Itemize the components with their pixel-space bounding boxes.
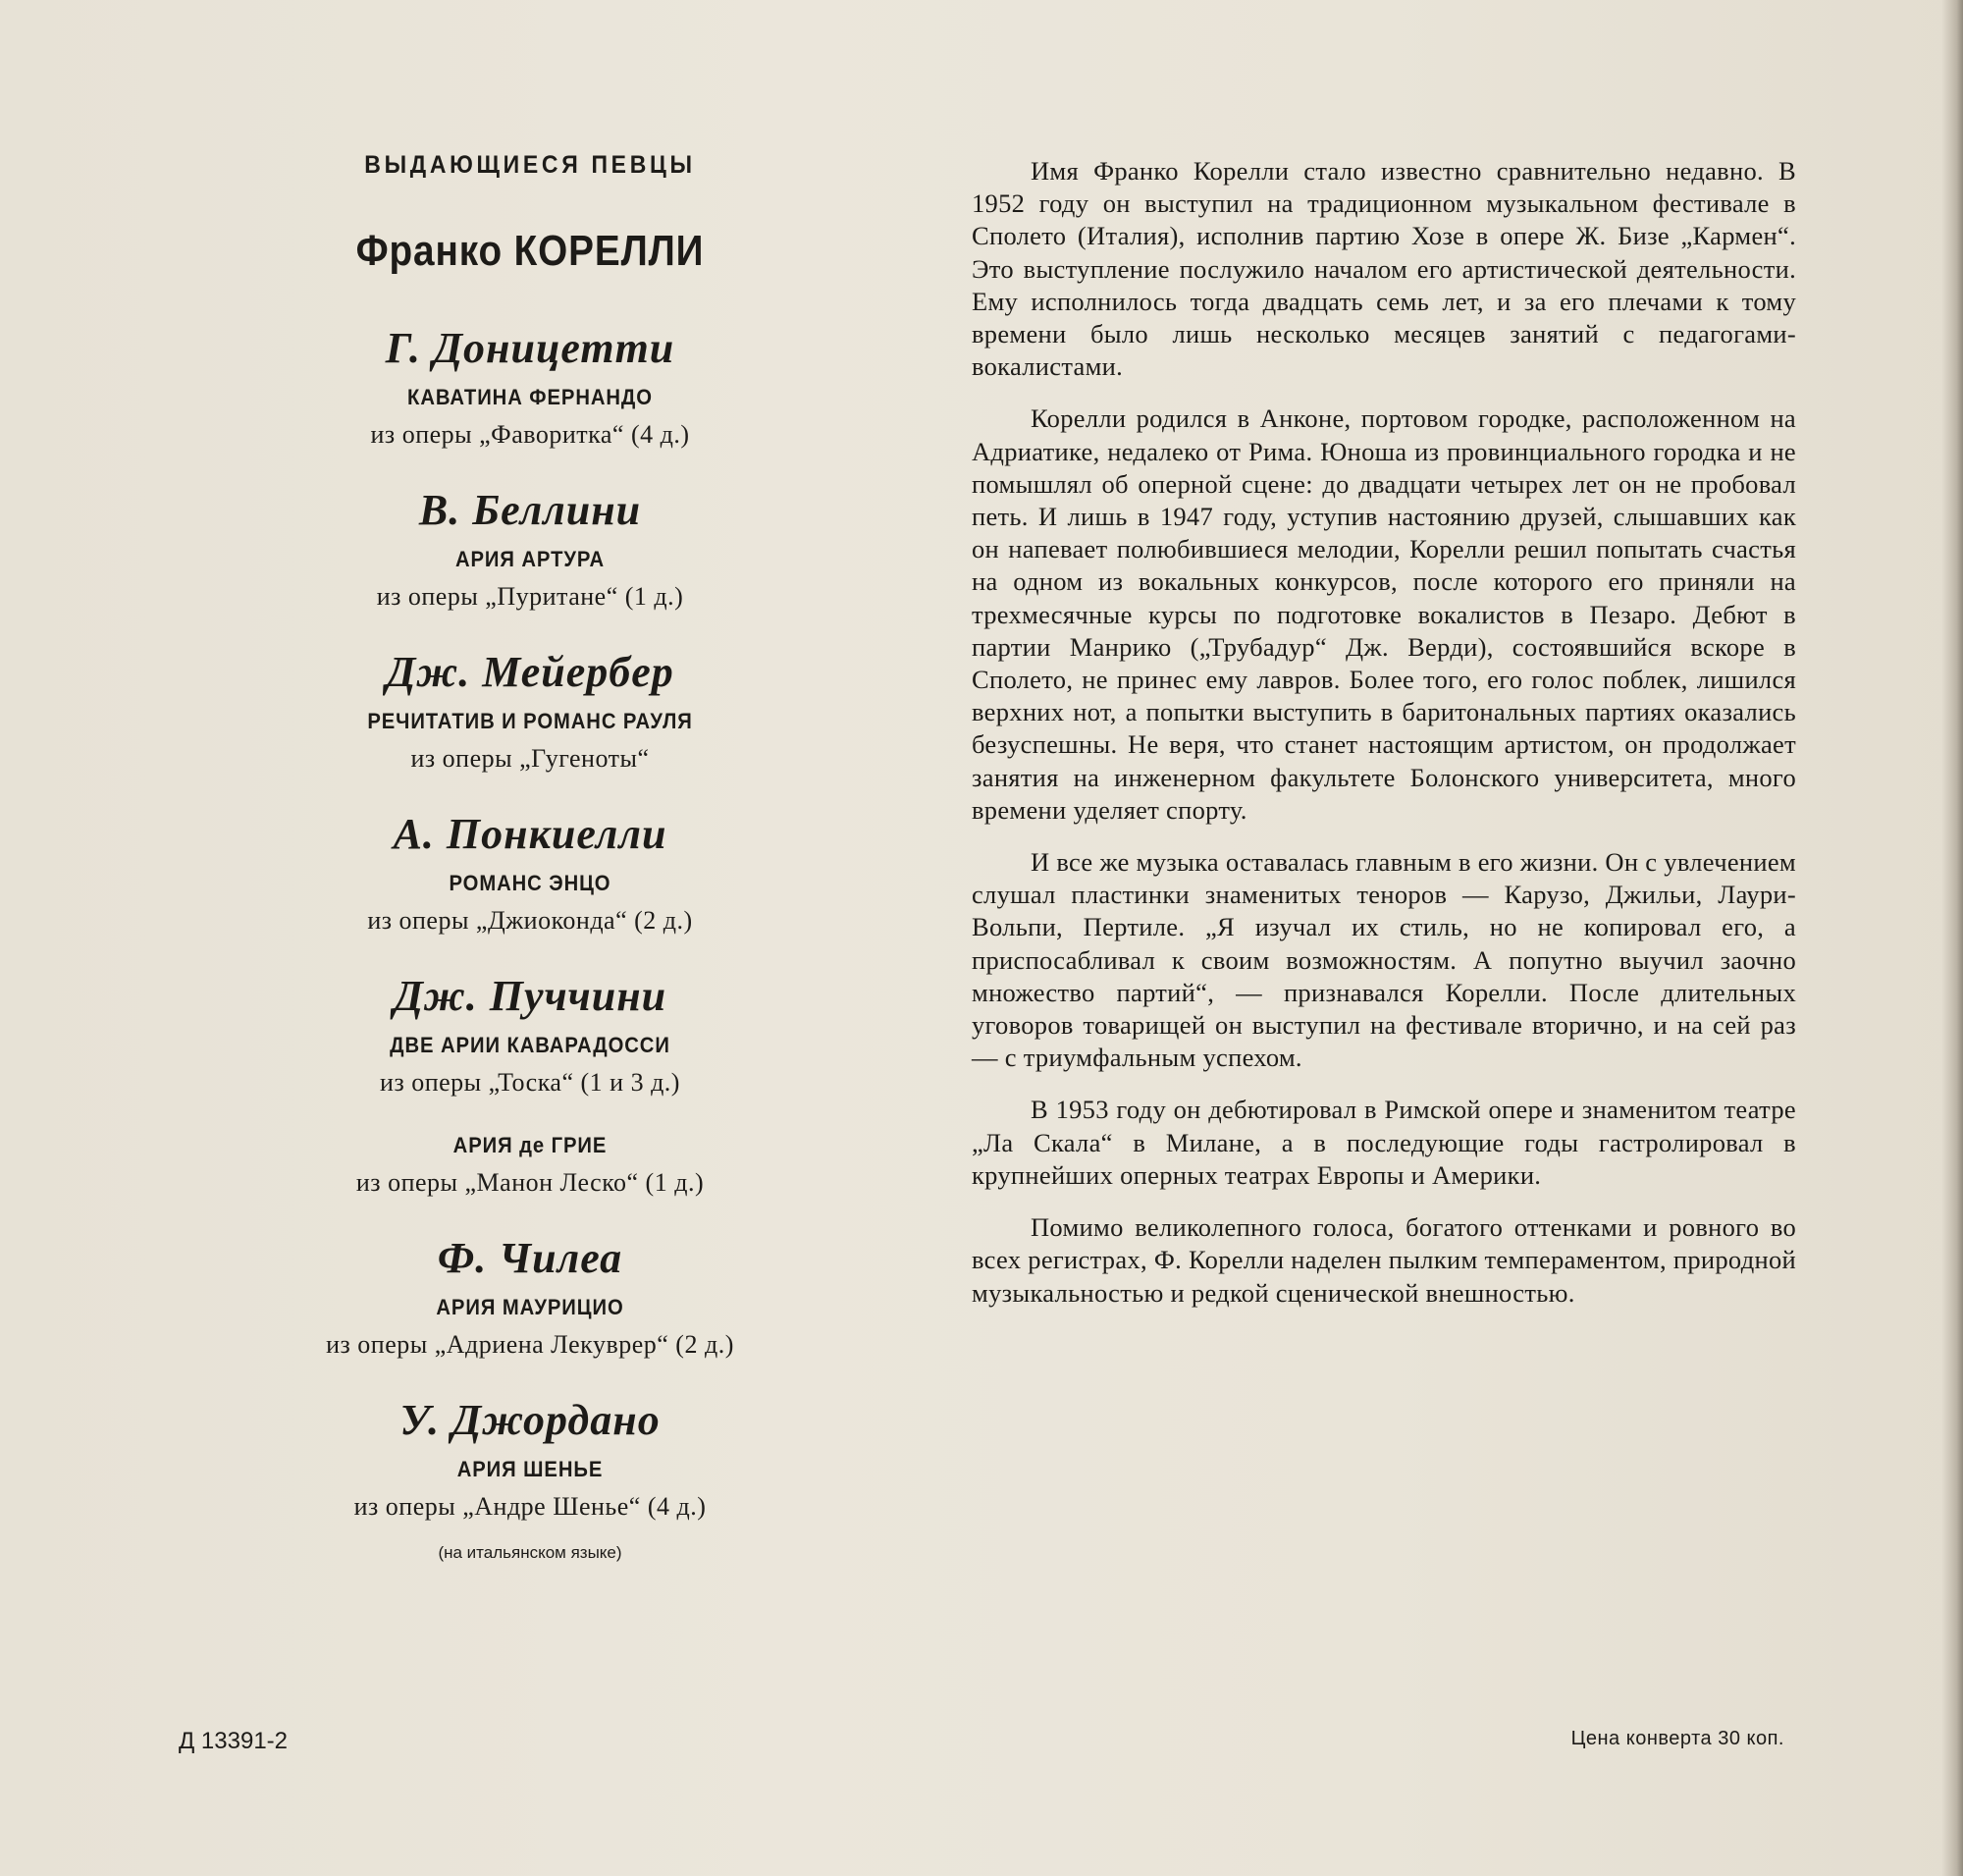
composer-name: Ф. Чилеа [437, 1234, 623, 1282]
catalog-number: Д 13391-2 [179, 1728, 288, 1754]
track-block [236, 485, 824, 612]
track-block [236, 809, 824, 936]
opera-source: из оперы „Адриена Лекуврер“ (2 д.) [326, 1330, 734, 1359]
opera-source: из оперы „Гугеноты“ [410, 744, 650, 773]
opera-source: из оперы „Андре Шенье“ (4 д.) [353, 1492, 707, 1521]
sub-track [236, 1133, 824, 1198]
track-block [236, 1395, 824, 1522]
composer-name: А. Понкиелли [393, 810, 667, 858]
aria-title: АРИЯ ШЕНЬЕ [456, 1457, 604, 1481]
track-block [236, 323, 824, 450]
aria-title: КАВАТИНА ФЕРНАНДО [407, 385, 653, 409]
aria-title: АРИЯ де ГРИЕ [452, 1133, 608, 1157]
aria-title: АРИЯ МАУРИЦИО [436, 1295, 624, 1319]
opera-source: из оперы „Джиоконда“ (2 д.) [367, 906, 693, 935]
biography-paragraph: Имя Франко Корелли стало известно сравнительно недавно. В 1952 году он выступил на традиционном музыкальном фестивале в Сполето (Италия), исполнив партию Хозе в опере Ж. Бизе „Кармен“. Это выступление послужило началом его артистической деятельности. Ему исполнилось тогда двадцать семь лет, и за его плечами к тому времени было лишь несколько месяцев занятий с педагогами-вокалистами. [972, 156, 1796, 382]
opera-source: из оперы „Тоска“ (1 и 3 д.) [380, 1068, 680, 1097]
tracklist-column [236, 137, 824, 1563]
opera-source: из оперы „Пуритане“ (1 д.) [376, 582, 684, 611]
language-note: (на итальянском языке) [438, 1543, 622, 1562]
price-label: Цена конверта 30 коп. [1570, 1728, 1784, 1749]
aria-title: АРИЯ АРТУРА [454, 547, 606, 571]
opera-source: из оперы „Манон Леско“ (1 д.) [355, 1168, 705, 1197]
series-title: ВЫДАЮЩИЕСЯ ПЕВЦЫ [364, 151, 696, 179]
artist-name: Франко КОРЕЛЛИ [355, 227, 705, 275]
composer-name: Дж. Мейербер [386, 648, 674, 696]
biography-paragraph: В 1953 году он дебютировал в Римской опере и знаменитом театре „Ла Скала“ в Милане, а в последующие годы гастролировал в крупнейших оперных театрах Европы и Америки. [972, 1095, 1796, 1190]
biography-paragraph: Корелли родился в Анконе, портовом городке, расположенном на Адриатике, недалеко от Рима. Юноша из провинциального городка и не помышлял об оперной сцене: до двадцати четырех лет он не пробовал петь. И лишь в 1947 году, уступив настоянию друзей, слышавших как он напевает полюбившиеся мелодии, Корелли решил попытать счастья на одном из вокальных конкурсов, после которого его приняли на трехмесячные курсы по подготовке вокалистов в Пезаро. Дебют в партии Манрико („Трубадур“ Дж. Верди), состоявшийся вскоре в Сполето, не принес ему лавров. Более того, его голос поблек, лишился верхних нот, а попытки выступить в баритональных партиях оказались безуспешны. Не веря, что станет настоящим артистом, он продолжает занятия на инженерном факультете Болонского университета, много времени уделяет спорту. [972, 403, 1796, 825]
aria-title: ДВЕ АРИИ КАВАРАДОССИ [390, 1033, 670, 1057]
track-block [236, 1233, 824, 1360]
aria-title: РОМАНС ЭНЦО [449, 871, 611, 895]
composer-name: Г. Доницетти [385, 324, 675, 372]
composer-name: У. Джордано [399, 1396, 661, 1444]
biography-column [972, 155, 1796, 1329]
sleeve-edge-shadow [1941, 0, 1963, 1876]
composer-name: Дж. Пуччини [393, 972, 667, 1020]
track-block [236, 971, 824, 1198]
biography-paragraph: Помимо великолепного голоса, богатого оттенками и ровного во всех регистрах, Ф. Корелли наделен пылким темпераментом, природной музыкальностью и редкой сценической внешностью. [972, 1212, 1796, 1308]
composer-name: В. Беллини [418, 486, 642, 534]
biography-paragraph: И все же музыка оставалась главным в его жизни. Он с увлечением слушал пластинки знаменитых теноров — Карузо, Джильи, Лаури-Вольпи, Пертиле. „Я изучал их стиль, но не копировал его, а приспосабливал к своим возможностям. А попутно выучил заочно множество партий“, — признавался Корелли. После длительных уговоров товарищей он выступил на фестивале вторично, и на сей раз — с триумфальным успехом. [972, 847, 1796, 1073]
aria-title: РЕЧИТАТИВ И РОМАНС РАУЛЯ [367, 709, 693, 733]
track-block [236, 647, 824, 774]
opera-source: из оперы „Фаворитка“ (4 д.) [370, 420, 690, 449]
